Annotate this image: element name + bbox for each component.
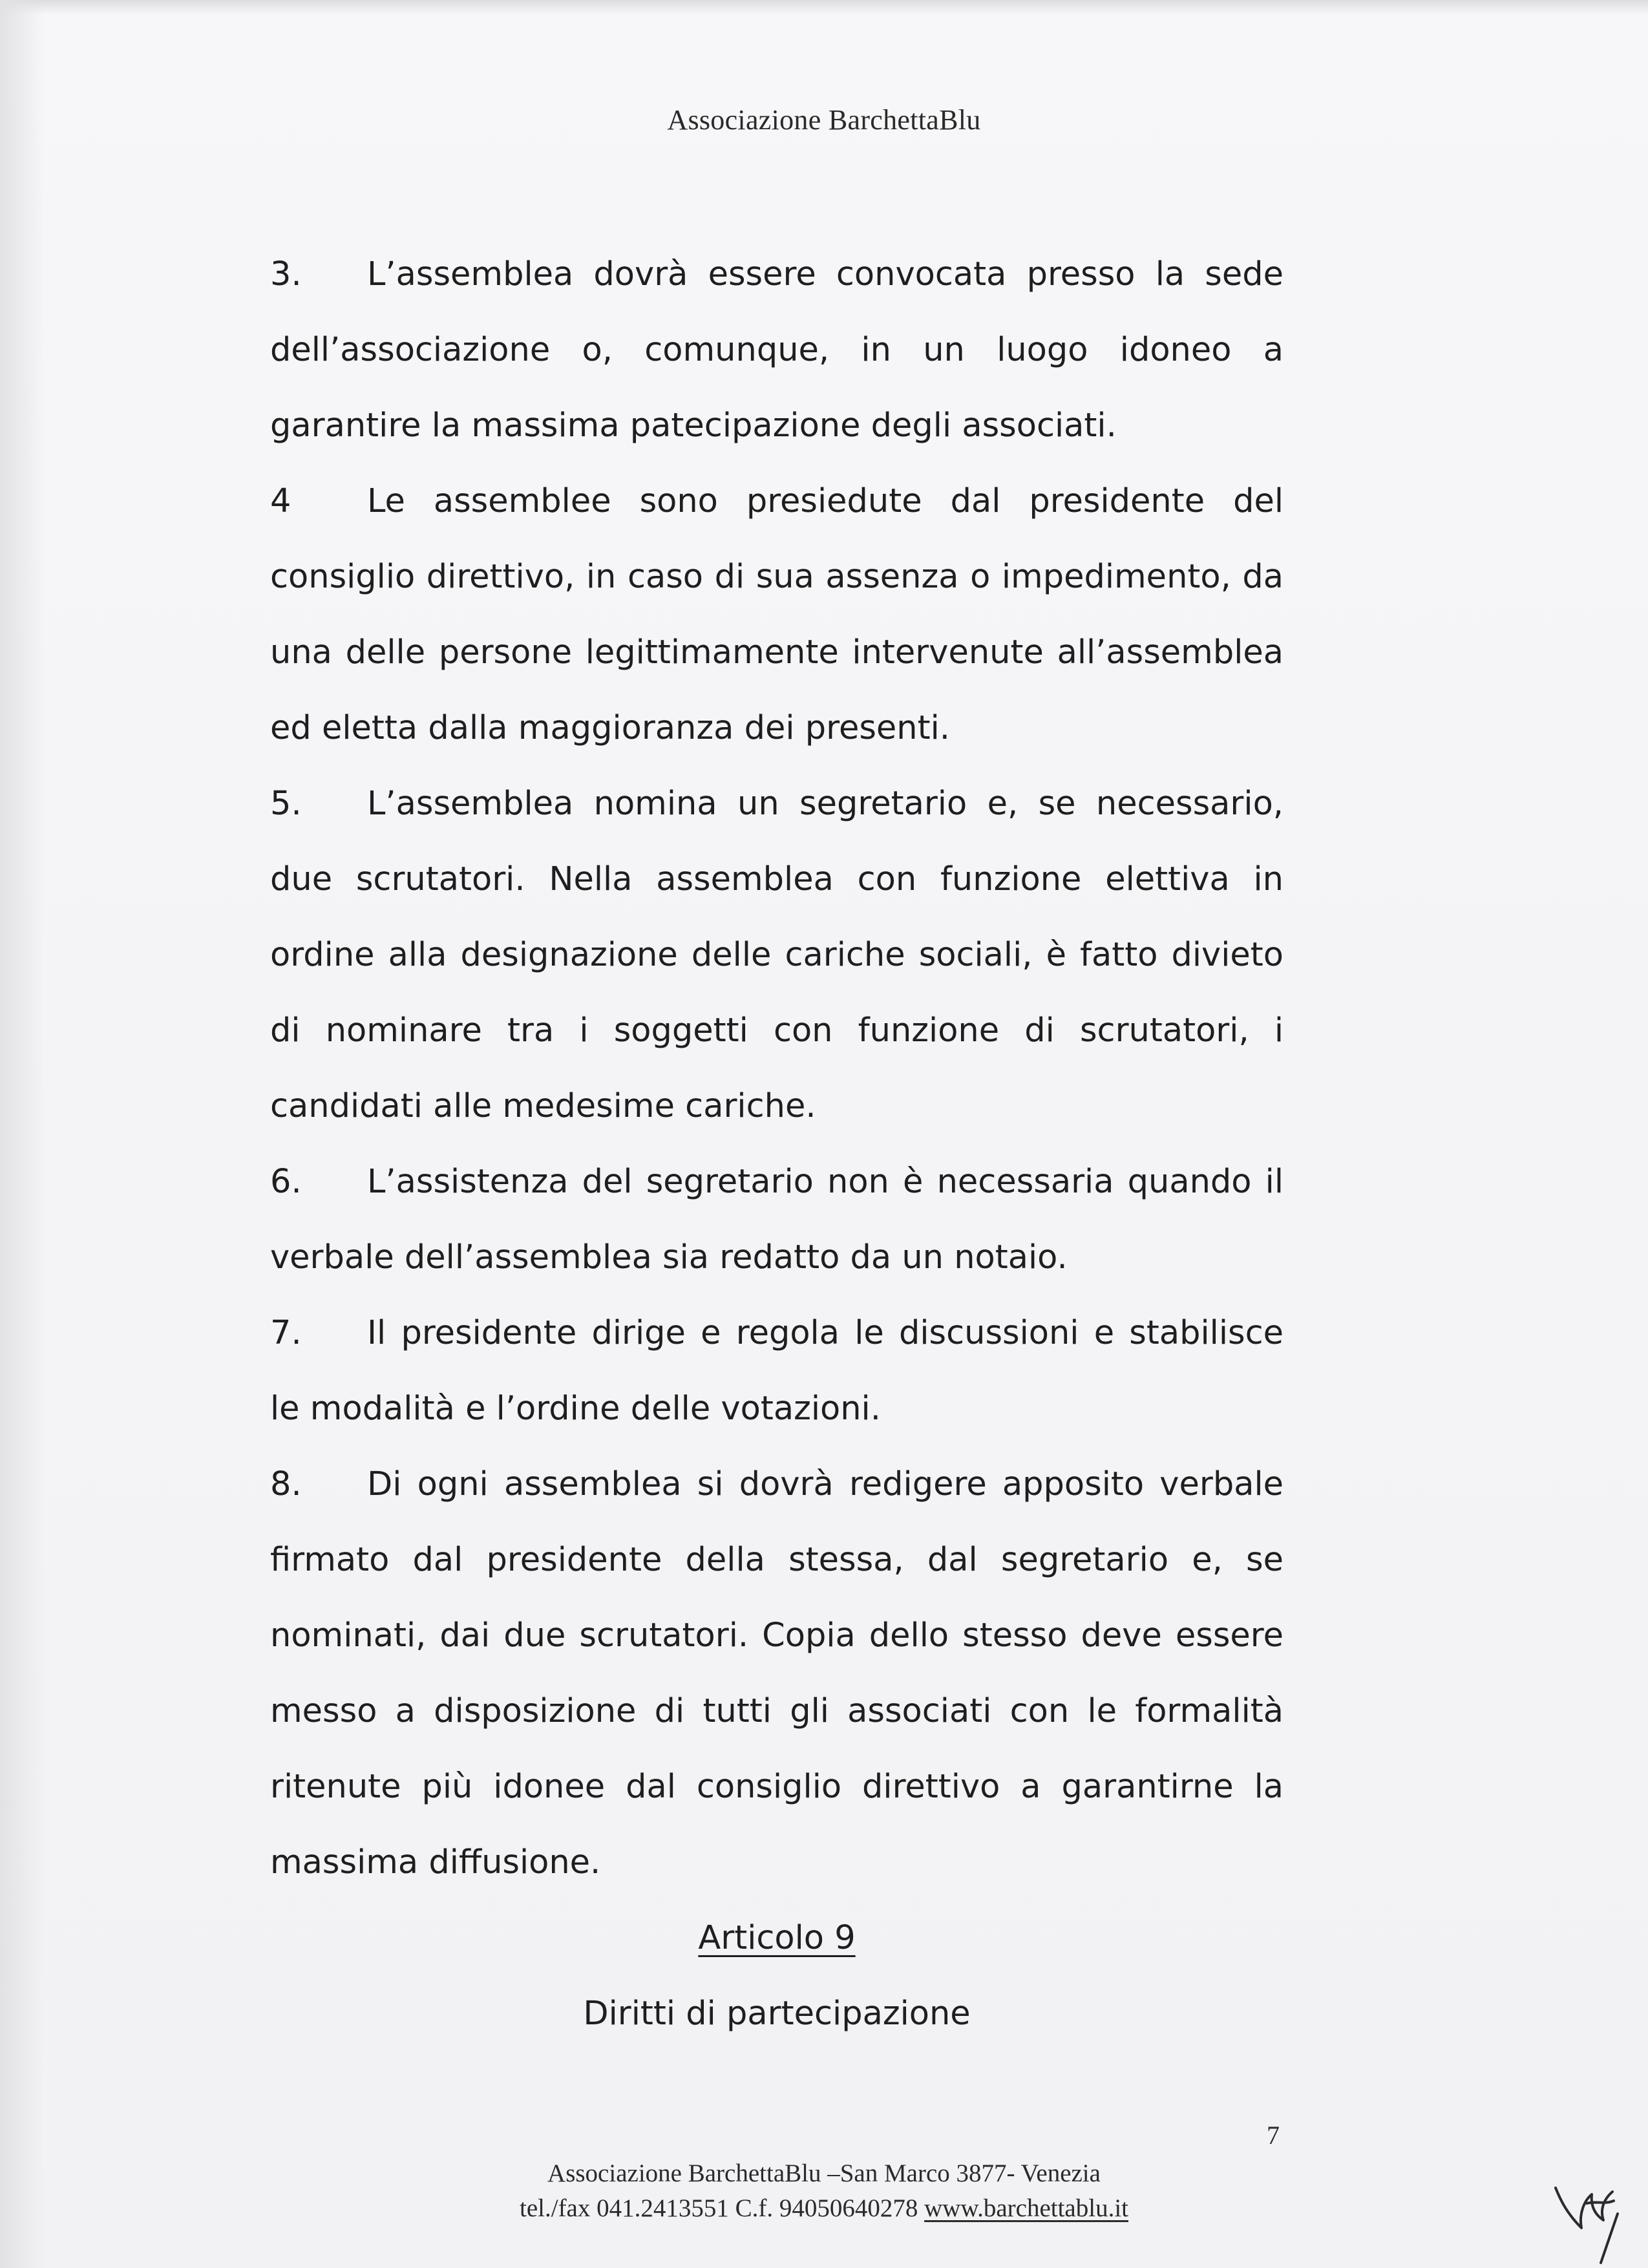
paragraph-number: 4 — [270, 482, 291, 520]
footer-address: Associazione BarchettaBlu –San Marco 3877- Venezia — [547, 2159, 1101, 2187]
scan-edge-shadow-top — [0, 0, 1648, 14]
footer-phone-taxcode: tel./fax 041.2413551 C.f. 94050640278 — [520, 2194, 925, 2222]
paragraph-text: Le assemblee sono presiedute dal presidente del consiglio direttivo, in caso di sua assenza o impedimento, da una delle persone legittimamente intervenute all’assemblea ed eletta dalla maggioranza dei presenti. — [270, 482, 1284, 747]
handwritten-signature — [1541, 2175, 1638, 2265]
paragraph-text: Di ogni assemblea si dovrà redigere apposito verbale firmato dal presidente della stessa, dal segretario e, se nominati, dai due scrutatori. Copia dello stesso deve essere messo a disposizione di tutti gli associati con le formalità ritenute più idonee dal consiglio direttivo a garantirne la massima diffusione. — [270, 1465, 1284, 1881]
paragraph-5 — [270, 766, 1284, 1144]
paragraph-6 — [270, 1144, 1284, 1295]
scan-edge-shadow-left — [0, 0, 45, 2268]
footer-website-link[interactable]: www.barchettablu.it — [924, 2194, 1128, 2222]
paragraph-number: 7. — [270, 1314, 302, 1352]
paragraph-text: L’assemblea dovrà essere convocata presso la sede dell’associazione o, comunque, in un luogo idoneo a garantire la massima patecipazione degli associati. — [270, 255, 1284, 445]
page-footer — [0, 2156, 1648, 2226]
paragraph-7 — [270, 1295, 1284, 1447]
paragraph-number: 6. — [270, 1163, 302, 1201]
paragraph-number: 5. — [270, 785, 302, 823]
article-subtitle: Diritti di partecipazione — [583, 1995, 971, 2033]
paragraph-4 — [270, 463, 1284, 766]
paragraph-text: L’assemblea nomina un segretario e, se necessario, due scrutatori. Nella assemblea con funzione elettiva in ordine alla designazione delle cariche sociali, è fatto divieto di nominare tra i soggetti con funzione di scrutatori, i candidati alle medesime cariche. — [270, 785, 1284, 1125]
paragraph-3 — [270, 237, 1284, 463]
page-number: 7 — [1267, 2121, 1280, 2150]
paragraph-number: 8. — [270, 1465, 302, 1503]
article-title: Articolo 9 — [698, 1919, 856, 1957]
paragraph-text: Il presidente dirige e regola le discussioni e stabilisce le modalità e l’ordine delle votazioni. — [270, 1314, 1284, 1428]
document-body — [270, 237, 1284, 2051]
paragraph-8 — [270, 1447, 1284, 1900]
paragraph-text: L’assistenza del segretario non è necessaria quando il verbale dell’assemblea sia redatto da un notaio. — [270, 1163, 1284, 1277]
page-header: Associazione BarchettaBlu — [667, 104, 981, 136]
paragraph-number: 3. — [270, 255, 302, 293]
footer-contacts — [0, 2191, 1648, 2226]
